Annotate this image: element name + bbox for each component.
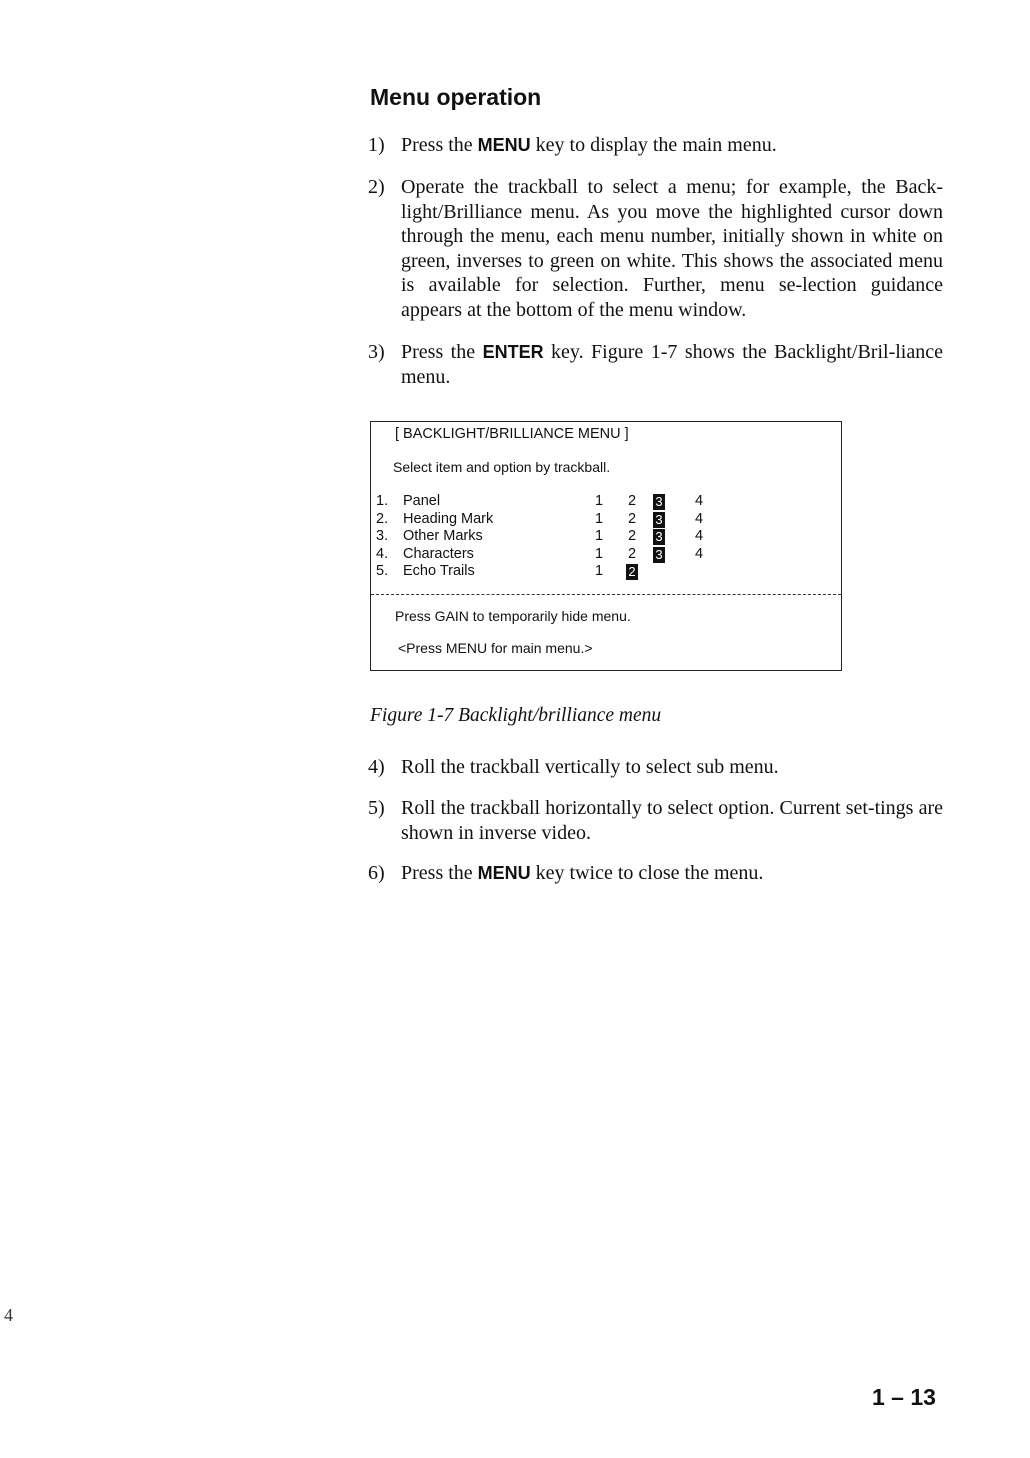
- step-text: [401, 340, 943, 389]
- menu-option: 2: [627, 528, 637, 544]
- menu-row-number: 1.: [376, 493, 389, 509]
- step-text: [401, 175, 943, 322]
- menu-option: 4: [694, 493, 704, 509]
- menu-option: 2: [627, 493, 637, 509]
- step-5: [368, 796, 943, 845]
- backlight-brilliance-menu-figure: [370, 421, 842, 671]
- menu-option: 1: [594, 493, 604, 509]
- step-text: [401, 755, 943, 780]
- figure-caption: Figure 1-7 Backlight/brilliance menu: [370, 705, 662, 726]
- menu-option-selected: 3: [653, 547, 665, 563]
- menu-option: 2: [627, 545, 637, 562]
- menu-row-number: 5.: [376, 563, 389, 579]
- text-run: Press the: [401, 862, 478, 884]
- menu-row: [371, 528, 841, 546]
- menu-row-number: 4.: [376, 545, 389, 562]
- page-number: 1 – 13: [872, 1384, 936, 1410]
- margin-mark: 4: [4, 1305, 13, 1325]
- step-3: [368, 340, 943, 389]
- step-2: [368, 175, 943, 322]
- menu-option: 2: [627, 510, 637, 527]
- text-run: key twice to close the menu.: [530, 862, 764, 884]
- menu-row-label: Heading Mark: [403, 510, 494, 527]
- gain-hint: Press GAIN to temporarily hide menu.: [395, 608, 631, 624]
- step-number: 5): [368, 797, 385, 819]
- step-number: 3): [368, 341, 385, 363]
- menu-option: 1: [594, 545, 604, 562]
- key-name: MENU: [477, 135, 531, 155]
- step-text: [401, 861, 943, 886]
- menu-row-label: Panel: [403, 493, 441, 509]
- step-number: 1): [368, 134, 385, 156]
- menu-row-number: 2.: [376, 510, 389, 527]
- key-name: ENTER: [482, 342, 544, 362]
- menu-option: 1: [594, 510, 604, 527]
- menu-option-selected: 3: [653, 512, 665, 528]
- menu-title: [ BACKLIGHT/BRILLIANCE MENU ]: [395, 426, 629, 442]
- step-number: 2): [368, 176, 385, 198]
- section-title: Menu operation: [370, 84, 542, 110]
- menu-row: [371, 511, 841, 529]
- text-run: key. Figure 1-7 shows the Backlight/Bril-liance menu.: [401, 341, 943, 388]
- step-number: 6): [368, 862, 385, 884]
- menu-option: 4: [694, 545, 704, 562]
- menu-option: 4: [694, 528, 704, 544]
- menu-row: [371, 546, 841, 564]
- text-run: Press the: [401, 341, 483, 363]
- step-1: [368, 133, 943, 158]
- menu-row-label: Characters: [403, 545, 474, 562]
- menu-option: 1: [594, 528, 604, 544]
- main-menu-hint: <Press MENU for main menu.>: [398, 640, 593, 656]
- menu-row: [371, 563, 841, 581]
- text-run: key to display the main menu.: [530, 134, 777, 156]
- menu-option: 1: [594, 563, 604, 579]
- menu-option-selected: 2: [626, 564, 638, 580]
- menu-option: 4: [694, 510, 704, 527]
- text-run: Operate the trackball to select a menu; for example, the Back-light/Brilliance menu. As you move the highlighted cursor down through the menu, each menu number, initially shown in white on green, inverses to green on white. This shows the associated menu is available for selection. Further, menu se-lection guidance appears at the bottom of the menu window.: [401, 176, 943, 321]
- menu-row-label: Echo Trails: [403, 563, 475, 579]
- text-run: Press the: [401, 134, 478, 156]
- menu-row: [371, 493, 841, 511]
- text-run: Roll the trackball horizontally to select option. Current set-tings are shown in inverse video.: [401, 797, 943, 844]
- step-number: 4): [368, 756, 385, 778]
- key-name: MENU: [477, 863, 531, 883]
- menu-row-number: 3.: [376, 528, 389, 544]
- menu-row-label: Other Marks: [403, 528, 483, 544]
- menu-guide: Select item and option by trackball.: [393, 459, 611, 475]
- step-4: [368, 755, 943, 780]
- step-text: [401, 796, 943, 845]
- step-text: [401, 133, 943, 158]
- menu-option-selected: 3: [653, 529, 665, 545]
- menu-divider: [371, 594, 841, 595]
- menu-option-selected: 3: [653, 494, 665, 510]
- text-run: Roll the trackball vertically to select sub menu.: [401, 756, 779, 778]
- step-6: [368, 861, 943, 886]
